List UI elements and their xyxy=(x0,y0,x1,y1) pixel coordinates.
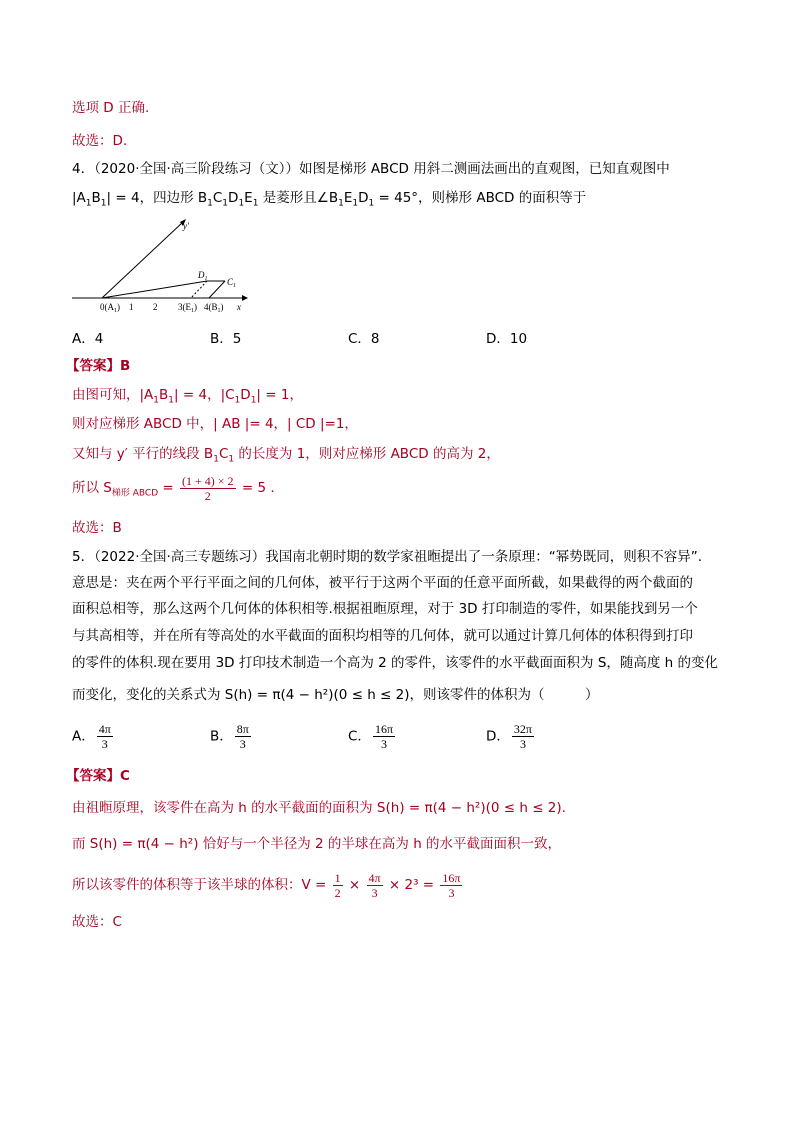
frac-den: 2 xyxy=(334,885,341,900)
tick-4 xyxy=(204,302,224,314)
prev-solution-line: 选项 D 正确. xyxy=(72,100,150,116)
sol-text: 又知与 y′ 平行的线段 B xyxy=(72,446,214,462)
t4-close: ) xyxy=(220,302,224,312)
q5-solution-line1: 由祖暅原理，该零件在高为 h 的水平截面的面积为 S(h) = π(4 − h²)(0 ≤ h ≤ 2). xyxy=(72,800,566,816)
frac-num: 1 xyxy=(334,870,341,885)
q4-solution-line3 xyxy=(72,444,500,470)
tick-1: 1 xyxy=(129,302,134,312)
q4-sub: 1 xyxy=(352,198,359,209)
tick-3 xyxy=(178,302,197,314)
prev-final-answer: 故选：D. xyxy=(72,133,128,149)
x-axis-arrow xyxy=(242,295,248,301)
label-c1 xyxy=(227,277,236,289)
origin-close: ) xyxy=(117,302,120,312)
q5-solution-line2: 而 S(h) = π(4 − h²) 恰好与一个半径为 2 的半球在高为 h 的水平截面面积一致， xyxy=(72,836,562,852)
t3-sub: 1 xyxy=(191,308,194,314)
frac-16pi-3 xyxy=(440,871,462,900)
d1-text: D xyxy=(198,270,205,280)
q5-stem-line4: 与其高相等，并在所有等高处的水平截面的面积均相等的几何体，就可以通过计算几何体的体积得到打印 xyxy=(72,628,693,644)
q5-option-a xyxy=(72,722,115,751)
sol-sub: 梯形 ABCD xyxy=(111,488,159,499)
c1-text: C xyxy=(227,277,234,287)
option-letter: B． xyxy=(210,728,233,745)
q4-answer-tag: 【答案】B xyxy=(66,358,131,374)
q4-text: D xyxy=(228,190,239,206)
frac-den: 3 xyxy=(239,737,246,751)
sol-text: D xyxy=(240,387,251,403)
sol-sub: 1 xyxy=(153,395,160,406)
frac-num: 16π xyxy=(374,722,393,736)
q4-sub: 1 xyxy=(85,198,92,209)
q5-option-b xyxy=(210,722,253,751)
q4-option-a: A．4 xyxy=(72,331,104,347)
x-axis-label: x xyxy=(237,302,241,312)
sol-sub: 1 xyxy=(228,454,235,465)
q4-text: E xyxy=(244,190,253,206)
frac-4pi-3 xyxy=(367,871,383,900)
q4-stem-line1: 4．（2020·全国·高三阶段练习（文））如图是梯形 ABCD 用斜二测画法画出的直观图，已知直观图中 xyxy=(72,161,670,177)
q4-solution-line1 xyxy=(72,385,303,411)
q4-sub: 1 xyxy=(207,198,213,209)
q4-text: E xyxy=(343,190,353,206)
sol-text: 的长度为 1，则对应梯形 ABCD 的高为 2， xyxy=(234,446,500,462)
sol-sub: 1 xyxy=(168,395,175,406)
sol-text: B xyxy=(159,387,169,403)
q4-sub: 1 xyxy=(100,198,107,209)
t3-text: 3(E xyxy=(178,302,191,312)
segment-c1-b1 xyxy=(209,281,225,298)
sol-sub: 1 xyxy=(250,395,257,406)
q4-text: B xyxy=(91,190,101,206)
frac-num: 8π xyxy=(236,722,249,736)
frac-num: 4π xyxy=(368,870,381,885)
frac-num: 32π xyxy=(513,722,532,736)
frac-den: 2 xyxy=(204,488,211,503)
q4-sub: 1 xyxy=(252,198,259,209)
frac-half xyxy=(333,871,343,900)
q4-sub: 1 xyxy=(368,198,375,209)
q4-text: D xyxy=(358,190,369,206)
q4-sub: 1 xyxy=(222,198,229,209)
sol-text: | = 1， xyxy=(256,387,303,403)
q4-final-answer: 故选：B xyxy=(72,520,122,536)
sol-text: 由图可知，|A xyxy=(72,387,154,403)
frac-den: 3 xyxy=(101,737,108,751)
q4-solution-line4 xyxy=(72,473,275,509)
q5-stem-line6: 而变化，变化的关系式为 S(h) = π(4 − h²)(0 ≤ h ≤ 2)，则该零件的体积为（ ） xyxy=(72,687,599,703)
sol-text: = xyxy=(158,480,179,496)
q4-option-b: B．5 xyxy=(210,331,242,347)
sol-text: × 2³ = xyxy=(384,877,439,893)
label-d1 xyxy=(197,270,208,282)
q4-oblique-figure xyxy=(70,215,250,320)
tick-origin xyxy=(100,302,120,314)
t4-text: 4(B xyxy=(204,302,218,312)
q4-sub: 1 xyxy=(238,198,245,209)
t4-sub: 1 xyxy=(217,308,221,314)
sol-text: × xyxy=(344,877,365,893)
option-letter: D． xyxy=(486,728,510,745)
option-fraction xyxy=(235,722,251,751)
c1-sub: 1 xyxy=(233,283,237,289)
frac-num: 4π xyxy=(98,722,111,736)
origin-text: 0(A xyxy=(100,302,114,312)
option-letter: C． xyxy=(348,728,371,745)
d1-sub: 1 xyxy=(204,276,208,282)
q5-option-d xyxy=(486,722,536,751)
frac-num: 16π xyxy=(442,870,461,885)
q4-sub: 1 xyxy=(338,198,344,209)
tick-2: 2 xyxy=(153,302,158,312)
q4-text: | = 4，四边形 B xyxy=(106,190,208,206)
sol-sub: 1 xyxy=(213,454,219,465)
q4-option-c: C．8 xyxy=(348,331,380,347)
q4-text: |A xyxy=(72,190,86,206)
q4-option-d: D．10 xyxy=(486,331,528,347)
q5-option-c xyxy=(348,722,397,751)
frac-den: 3 xyxy=(380,737,387,751)
q5-stem-line3: 面积总相等，那么这两个几何体的体积相等.根据祖暅原理，对于 3D 打印制造的零件，如果能找到另一个 xyxy=(72,601,698,617)
sol-text: C xyxy=(218,446,229,462)
q5-stem-line2: 意思是：夹在两个平行平面之间的几何体，被平行于这两个平面的任意平面所截，如果截得的两个截面的 xyxy=(72,575,693,591)
frac-num: (1 + 4) × 2 xyxy=(182,473,234,488)
t3-close: ) xyxy=(194,302,197,312)
q5-stem-line5: 的零件的体积.现在要用 3D 打印技术制造一个高为 2 的零件，该零件的水平截面面积为 S，随高度 h 的变化 xyxy=(72,655,719,671)
sol-text: 所以该零件的体积等于该半球的体积：V = xyxy=(72,877,331,893)
area-fraction xyxy=(180,474,236,503)
frac-den: 3 xyxy=(371,885,378,900)
option-fraction xyxy=(97,722,113,751)
sol-text: = 5 . xyxy=(237,480,275,496)
q4-text: C xyxy=(212,190,223,206)
q4-text: 是菱形且∠B xyxy=(258,190,339,206)
q5-stem-line1: 5．（2022·全国·高三专题练习）我国南北朝时期的数学家祖暅提出了一条原理：“幂势既同，则积不容异”. xyxy=(72,549,703,565)
option-fraction xyxy=(512,722,534,751)
y-axis-label: y′ xyxy=(183,221,189,231)
frac-den: 3 xyxy=(519,737,526,751)
q5-final-answer: 故选：C xyxy=(72,914,122,930)
q5-solution-line3 xyxy=(72,868,464,902)
q5-answer-tag: 【答案】C xyxy=(66,768,130,784)
origin-sub: 1 xyxy=(114,308,117,314)
q4-stem-line2 xyxy=(72,188,586,214)
option-fraction xyxy=(373,722,395,751)
sol-sub: 1 xyxy=(234,395,241,406)
frac-den: 3 xyxy=(448,885,455,900)
q4-text: = 45°，则梯形 ABCD 的面积等于 xyxy=(374,190,587,206)
option-letter: A． xyxy=(72,728,95,745)
sol-text: 所以 S xyxy=(72,480,112,496)
sol-text: | = 4，|C xyxy=(174,387,235,403)
q4-solution-line2: 则对应梯形 ABCD 中，| AB |= 4，| CD |=1， xyxy=(72,416,358,432)
